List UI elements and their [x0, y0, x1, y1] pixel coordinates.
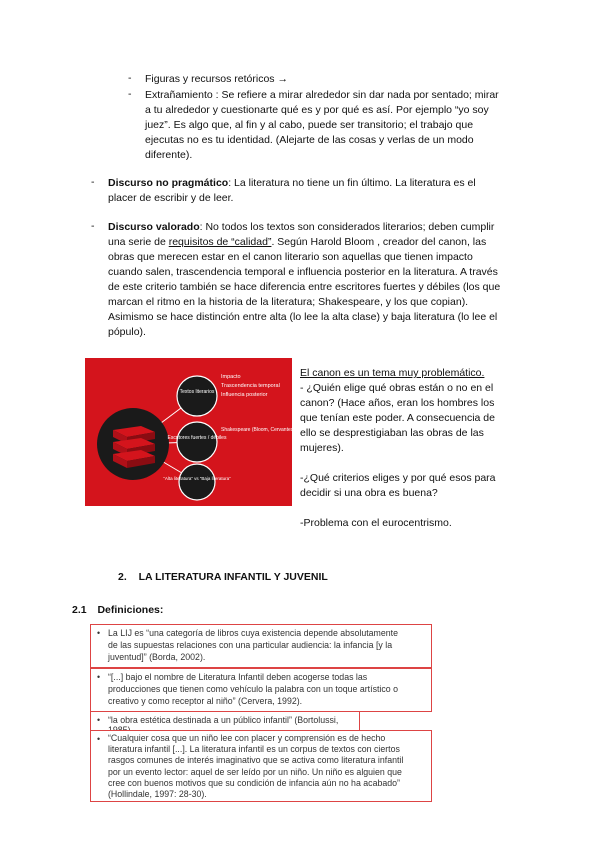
text-span: una serie de	[108, 236, 169, 248]
bullet: •	[97, 734, 101, 744]
quote-hollindale	[90, 730, 432, 802]
list-item-extranamiento	[145, 88, 505, 163]
text-line: La LIJ es “una categoría de libros cuya existencia depende absolutamente	[108, 628, 398, 638]
node2-item: Shakespeare (Bloom, Cervantes, Tolstoi, Joyce...)	[221, 427, 332, 433]
term: Discurso no pragmático	[108, 177, 229, 189]
text-line: “Cualquier cosa que un niño lee con placer y comprensión es de hecho	[108, 733, 386, 743]
text-line: mujeres).	[300, 442, 344, 454]
text-line: marcan el ritmo en la historia de la literatura; Shakespeare, y los que copian).	[108, 296, 469, 308]
text-line: decidir si una obra es buena?	[300, 487, 438, 499]
text-line: cree con buenos motivos que su condición de infancia aún no ha acabado”	[108, 777, 400, 788]
section-title: LA LITERATURA INFANTIL Y JUVENIL	[138, 571, 328, 583]
text-line: que tenían este poder. A consecuencia de	[300, 412, 495, 424]
text-line: ello se desprestigiaban las obras de las	[300, 427, 484, 439]
list-bullet: -	[91, 220, 95, 232]
text-line: : La literatura no tiene un fin último. La literatura es el	[228, 177, 476, 189]
list-bullet: -	[128, 72, 132, 84]
list-bullet: -	[91, 176, 95, 188]
discurso-no-pragmatico	[108, 176, 528, 206]
node1-label: Textos literarios	[179, 389, 215, 395]
text-line: “[...] bajo el nombre de Literatura Infantil deben acogerse todas las	[108, 672, 368, 682]
section-2-heading	[118, 571, 328, 583]
text-line: juez”. Es algo que, al fin y al cabo, puede ser transitorio; el trabajo que	[145, 119, 474, 131]
text-line: rasgos comunes de interés imaginativo que se activa como literatura infantil	[108, 755, 404, 766]
text-line: juventud]” (Borda, 2002).	[108, 652, 206, 662]
text-line: (Hollindale, 1997: 28-30).	[108, 789, 207, 800]
node-alta-baja	[179, 464, 215, 500]
text-line: de las supuestas relaciones con una particular audiencia: la infancia [y la	[108, 640, 393, 650]
bullet: •	[97, 672, 101, 682]
text-line: obras que merecen estar en el canon literario son aquellas que tienen impacto	[108, 251, 473, 263]
text-line: diferente).	[145, 149, 193, 161]
text-span: . Según Harold Bloom , creador del canon, las	[271, 236, 487, 248]
node1-item: Influencia posterior	[221, 392, 268, 398]
text-line: - ¿Quién elige qué obras están o no en el	[300, 382, 494, 394]
discurso-valorado	[108, 220, 538, 340]
canon-note	[300, 366, 520, 531]
quote-bortolussi	[90, 711, 360, 731]
text-line: de este criterio también se hace diferencia entre escritores fuertes y débiles (los que	[108, 281, 501, 293]
node-escritores	[177, 422, 217, 462]
node3-label: “Alta literatura” vs “Baja literatura”	[163, 476, 231, 481]
quote-text	[108, 671, 425, 707]
text-line: Extrañamiento : Se refiere a mirar alrededor sin dar nada por sentado; mirar	[145, 89, 499, 101]
canon-note-title: El canon es un tema muy problemático.	[300, 367, 485, 379]
section-title: Definiciones:	[97, 604, 164, 616]
list-item-figuras: Figuras y recursos retóricos →	[145, 73, 288, 85]
text-line: Asimismo se hace distinción entre alta (lo lee la alta clase) y baja literatura (lo lee el	[108, 311, 498, 323]
quote-cervera	[90, 668, 432, 712]
quote-text	[108, 733, 425, 800]
text-line: : No todos los textos son considerados literarios; deben cumplir	[199, 221, 495, 233]
node1-item: Impacto	[221, 374, 241, 380]
text-line: a tu alrededor y cuestionarte qué es y por qué es así. Por ejemplo “yo soy	[145, 104, 489, 116]
books-icon	[113, 426, 155, 468]
bullet: •	[97, 715, 101, 725]
bullet: •	[97, 628, 101, 638]
text-line: cuando salen, trascendencia temporal e influencia posterior en la literatura. A través	[108, 266, 498, 278]
quote-borda	[90, 624, 432, 668]
node1-item: Trascendencia temporal	[221, 383, 280, 389]
term: Discurso valorado	[108, 221, 200, 233]
text-line: producciones que tienen como vehículo la palabra con un toque artístico o	[108, 684, 398, 694]
section-2-1-heading	[72, 604, 163, 616]
text-line: “la obra estética destinada a un público infantil” (Bortolussi,	[108, 715, 339, 725]
list-bullet: -	[128, 88, 132, 100]
text-line: creativo y como receptor al niño” (Cervera, 1992).	[108, 696, 303, 706]
text-line: ejecutas no es tu identidad. (Alejarte de las cosas y verlas de un modo	[145, 134, 474, 146]
section-number: 2.1	[72, 604, 87, 616]
node2-label: Escritores fuertes / débiles	[167, 435, 227, 441]
text-line: literatura infantil [...]. La literatura infantil es un corpus de textos con ciertos	[108, 744, 400, 755]
text-line: placer de escribir y de leer.	[108, 192, 234, 204]
text-line: pópulo).	[108, 326, 146, 338]
node-textos-literarios	[177, 376, 217, 416]
text-line: -¿Qué criterios eliges y por qué esos para	[300, 472, 496, 484]
text-line: -Problema con el eurocentrismo.	[300, 517, 452, 529]
requisitos-link[interactable]: requisitos de “calidad”	[168, 236, 272, 248]
text-line: por un evento lector: aquel de ser leído por un niño. Un niño es alguien que	[108, 766, 402, 777]
section-number: 2.	[118, 571, 127, 583]
text-line: canon? (Hace años, eran los hombres los	[300, 397, 495, 409]
quote-text	[108, 627, 425, 663]
